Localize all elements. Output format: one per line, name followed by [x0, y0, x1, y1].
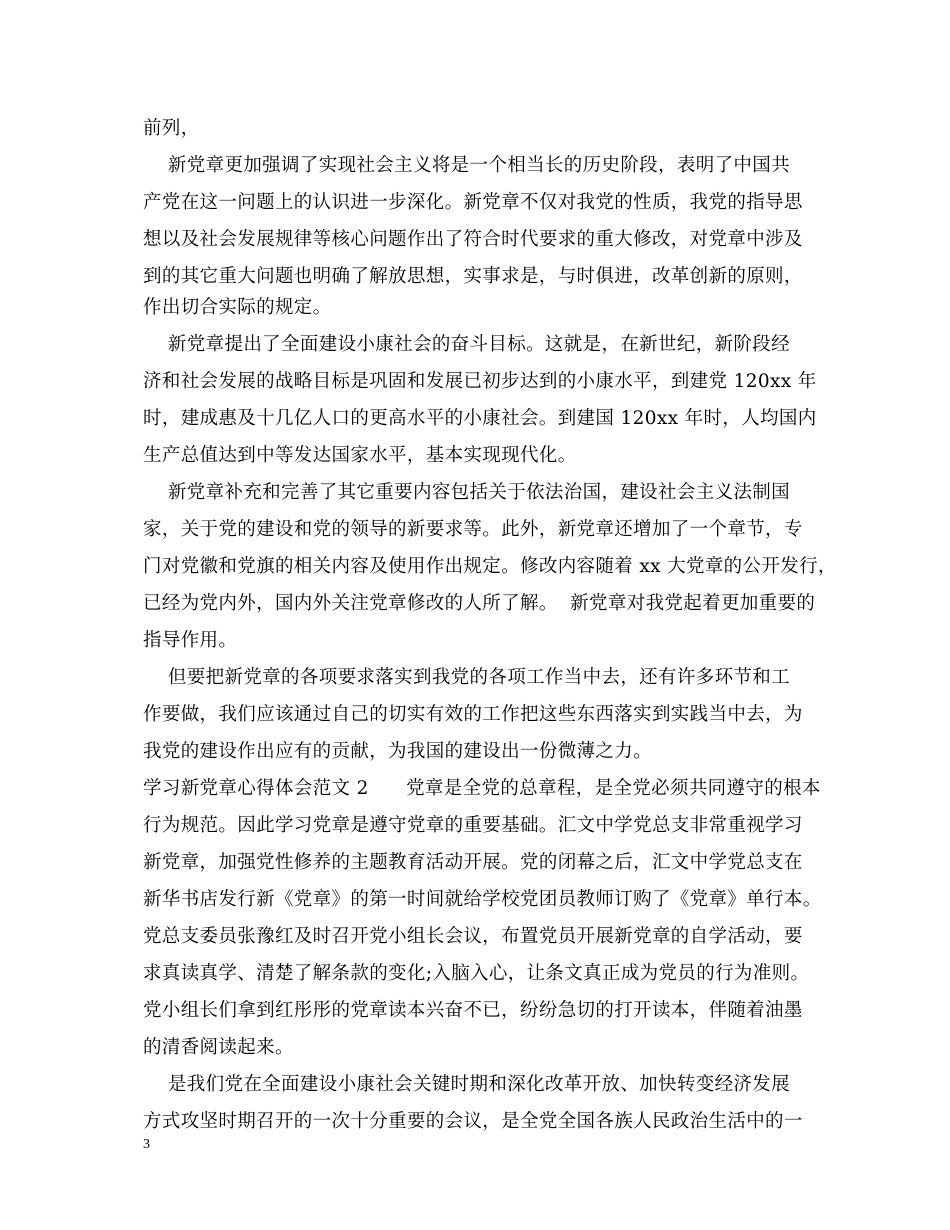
text-line: 指导作用。 — [143, 630, 238, 651]
text-line: 新党章更加强调了实现社会主义将是一个相当长的历史阶段，表明了中国共 — [143, 155, 790, 176]
text-line: 已经为党内外，国内外关注党章修改的人所了解。 新党章对我党起着更加重要的 — [143, 593, 816, 614]
text-line: 时，建成惠及十几亿人口的更高水平的小康社会。到建国 120xx 年时，人均国内 — [143, 408, 817, 429]
text-line: 党总支委员张豫红及时召开党小组长会议，布置党员开展新党章的自学活动，要 — [143, 926, 803, 947]
text-line: 的清香阅读起来。 — [143, 1037, 294, 1058]
text-line: 新党章，加强党性修养的主题教育活动开展。党的闭幕之后，汇文中学党总支在 — [143, 852, 803, 873]
text-line: 家，关于党的建设和党的领导的新要求等。此外，新党章还增加了一个章节，专 — [143, 519, 803, 540]
text-line: 济和社会发展的战略目标是巩固和发展已初步达到的小康水平，到建党 120xx 年 — [143, 371, 817, 392]
text-line: 到的其它重大问题也明确了解放思想，实事求是，与时俱进，改革创新的原则， — [143, 266, 803, 287]
text-line: 作出切合实际的规定。 — [143, 297, 332, 318]
text-line: 产党在这一问题上的认识进一步深化。新党章不仅对我党的性质，我党的指导思 — [143, 192, 803, 213]
text-line: 前列， — [143, 118, 200, 139]
text-line: 我党的建设作出应有的贡献，为我国的建设出一份微薄之力。 — [143, 741, 652, 762]
text-line: 新华书店发行新《党章》的第一时间就给学校党团员教师订购了《党章》单行本。 — [143, 889, 822, 910]
text-line: 新党章补充和完善了其它重要内容包括关于依法治国，建设社会主义法制国 — [143, 482, 790, 503]
text-line: 生产总值达到中等发达国家水平，基本实现现代化。 — [143, 445, 577, 466]
text-line: 作要做，我们应该通过自己的切实有效的工作把这些东西落实到实践当中去，为 — [143, 704, 803, 725]
text-line: 党小组长们拿到红彤彤的党章读本兴奋不已，纷纷急切的打开读本，伴随着油墨 — [143, 1000, 803, 1021]
page-number: 3 — [143, 1137, 150, 1152]
text-line: 是我们党在全面建设小康社会关键时期和深化改革开放、加快转变经济发展 — [143, 1074, 790, 1095]
text-line: 但要把新党章的各项要求落实到我党的各项工作当中去，还有许多环节和工 — [143, 667, 790, 688]
text-line: 学习新党章心得体会范文 2 党章是全党的总章程，是全党必须共同遵守的根本 — [143, 778, 821, 799]
text-line: 行为规范。因此学习党章是遵守党章的重要基础。汇文中学党总支非常重视学习 — [143, 815, 803, 836]
text-line: 想以及社会发展规律等核心问题作出了符合时代要求的重大修改，对党章中涉及 — [143, 229, 803, 250]
text-line: 方式攻坚时期召开的一次十分重要的会议，是全党全国各族人民政治生活中的一 — [143, 1111, 803, 1132]
text-line: 新党章提出了全面建设小康社会的奋斗目标。这就是，在新世纪，新阶段经 — [143, 334, 790, 355]
text-line: 门对党徽和党旗的相关内容及使用作出规定。修改内容随着 xx 大党章的公开发行， — [143, 556, 837, 577]
text-line: 求真读真学、清楚了解条款的变化;入脑入心，让条文真正成为党员的行为准则。 — [143, 963, 810, 984]
